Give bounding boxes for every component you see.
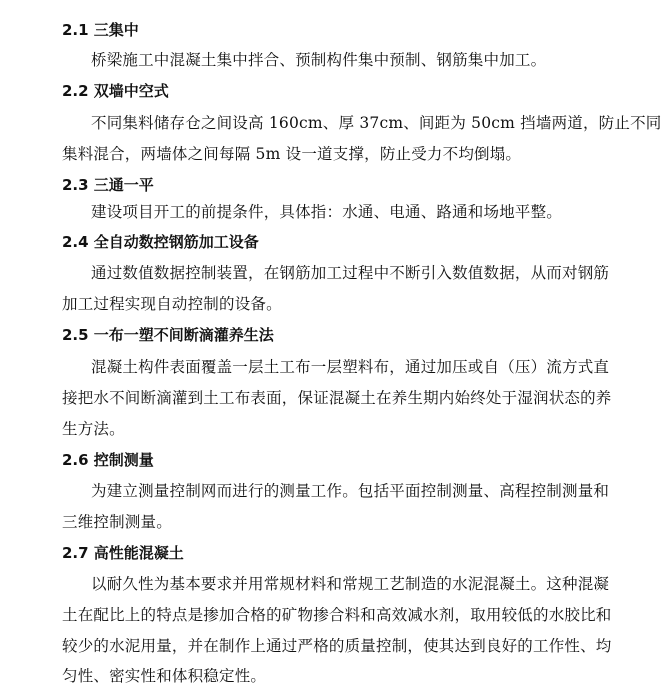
paragraph-line: 桥梁施工中混凝土集中拌合、预制构件集中预制、钢筋集中加工。 [91,51,547,69]
section-heading: 2.2 双墙中空式 [62,82,169,100]
paragraph-line: 混凝土构件表面覆盖一层土工布一层塑料布，通过加压或自（压）流方式直 [91,358,610,376]
paragraph-line: 集料混合，两墙体之间每隔 5m 设一道支撑，防止受力不均倒塌。 [62,145,522,163]
section-heading: 2.6 控制测量 [62,451,154,469]
paragraph-line: 土在配比上的特点是掺加合格的矿物掺合料和高效减水剂，取用较低的水胶比和 [62,606,612,624]
section-heading: 2.1 三集中 [62,21,139,39]
paragraph-line: 匀性、密实性和体积稳定性。 [62,667,267,685]
section-heading: 2.4 全自动数控钢筋加工设备 [62,233,259,251]
paragraph-line: 三维控制测量。 [62,513,172,531]
paragraph-line: 建设项目开工的前提条件，具体指：水通、电通、路通和场地平整。 [91,203,563,221]
section-heading: 2.5 一布一塑不间断滴灌养生法 [62,326,274,344]
paragraph-line: 较少的水泥用量，并在制作上通过严格的质量控制，使其达到良好的工作性、均 [62,637,612,655]
section-heading: 2.3 三通一平 [62,176,154,194]
section-heading: 2.7 高性能混凝土 [62,544,184,562]
paragraph-line: 为建立测量控制网而进行的测量工作。包括平面控制测量、高程控制测量和 [91,482,610,500]
paragraph-line: 以耐久性为基本要求并用常规材料和常规工艺制造的水泥混凝土。这种混凝 [91,575,610,593]
paragraph-line: 生方法。 [62,420,125,438]
paragraph-line: 不同集料储存仓之间设高 160cm、厚 37cm、间距为 50cm 挡墙两道，防止不同 [91,114,662,132]
paragraph-line: 通过数值数据控制装置，在钢筋加工过程中不断引入数值数据，从而对钢筋 [91,264,610,282]
paragraph-line: 接把水不间断滴灌到土工布表面，保证混凝土在养生期内始终处于湿润状态的养 [62,389,612,407]
paragraph-line: 加工过程实现自动控制的设备。 [62,295,282,313]
